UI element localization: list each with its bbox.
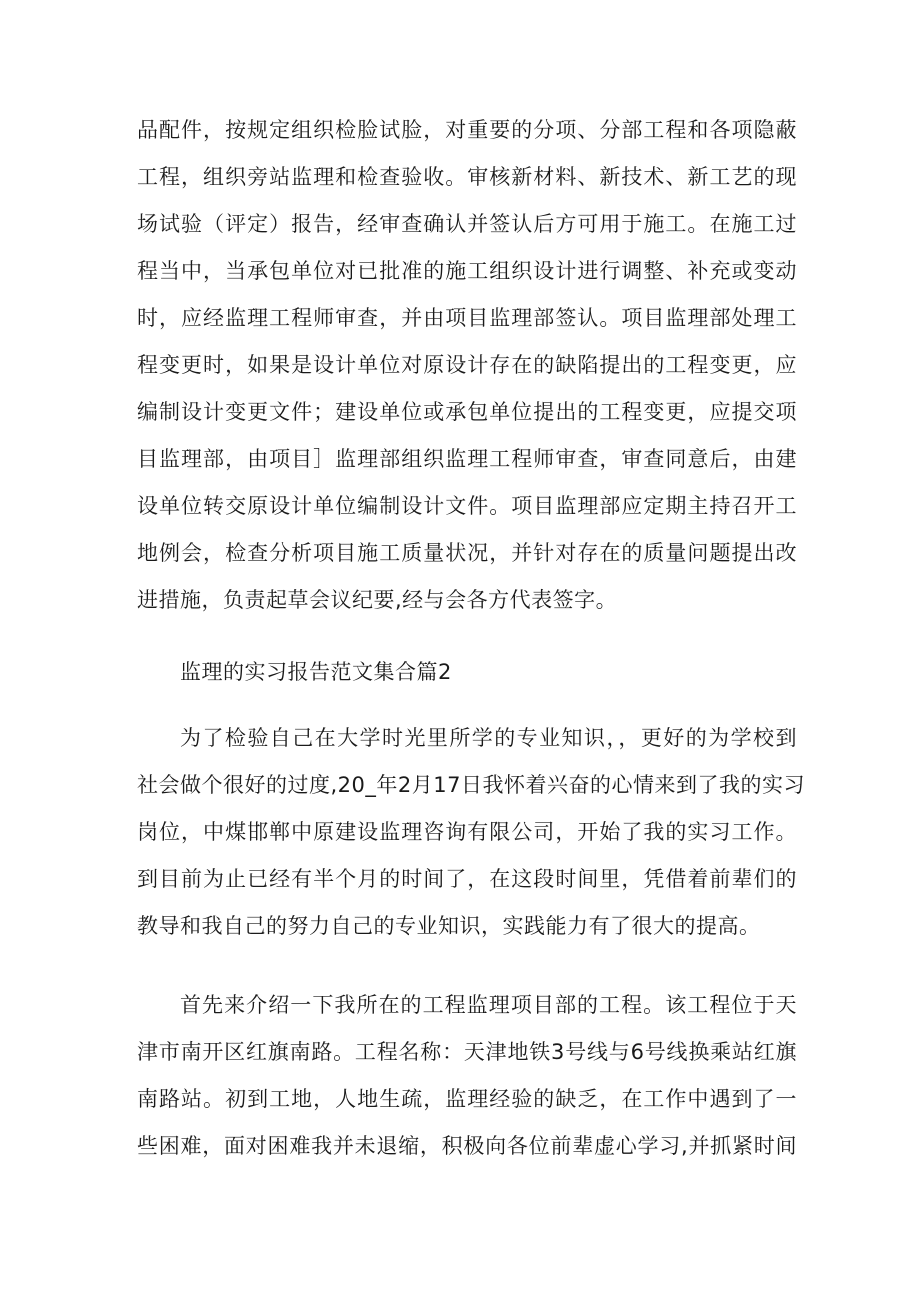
- paragraph-1-line: 场试验（评定）报告，经审查确认并签认后方可用于施工。在施工过: [137, 212, 797, 236]
- paragraph-1-line: 地例会，检查分析项目施工质量状况，并针对存在的质量问题提出改: [137, 541, 797, 565]
- paragraph-2-line: 到目前为止已经有半个月的时间了，在这段时间里，凭借着前辈们的: [137, 867, 797, 891]
- paragraph-3-line: 南路站。初到工地，人地生疏，监理经验的缺乏，在工作中遇到了一: [137, 1087, 797, 1111]
- paragraph-1-line: 程变更时，如果是设计单位对原设计存在的缺陷提出的工程变更，应: [137, 353, 797, 377]
- paragraph-1-line: 时，应经监理工程师审查，并由项目监理部签认。项目监理部处理工: [137, 306, 797, 330]
- paragraph-1-line: 工程，组织旁站监理和检查验收。审核新材料、新技术、新工艺的现: [137, 165, 797, 189]
- paragraph-1-line: 程当中，当承包单位对已批准的施工组织设计进行调整、补充或变动: [137, 259, 797, 283]
- paragraph-2-line: 教导和我自己的努力自己的专业知识，实践能力有了很大的提高。: [137, 914, 761, 938]
- paragraph-2-line: 为了检验自己在大学时光里所学的专业知识，，更好的为学校到: [180, 726, 797, 750]
- paragraph-1-line: 品配件，按规定组织检脸试脸，对重要的分项、分部工程和各项隐蔽: [137, 118, 797, 142]
- paragraph-3-line: 首先来介绍一下我所在的工程监理项目部的工程。该工程位于天: [180, 993, 797, 1017]
- paragraph-1-line: 设单位转交原设计单位编制设计文件。项目监理部应定期主持召开工: [137, 494, 797, 518]
- paragraph-1-line: 进措施，负责起草会议纪要,经与会各方代表签字。: [137, 588, 618, 612]
- paragraph-1-line: 编制设计变更文件；建设单位或承包单位提出的工程变更，应提交项: [137, 400, 797, 424]
- paragraph-1-line: 目监理部，由项目］监理部组织监理工程师审查，审查同意后，由建: [137, 447, 797, 471]
- paragraph-3-line: 些困难，面对困难我并未退缩，积极向各位前辈虚心学习,并抓紧时间: [137, 1134, 797, 1158]
- paragraph-2-line: 社会做个很好的过度,20_年2月17日我怀着兴奋的心情来到了我的实习: [137, 773, 805, 797]
- paragraph-3-line: 津市南开区红旗南路。工程名称：天津地铁3号线与6号线换乘站红旗: [137, 1040, 797, 1064]
- paragraph-2-line: 岗位，中煤邯郸中原建设监理咨询有限公司，开始了我的实习工作。: [137, 820, 797, 844]
- section-heading: 监理的实习报告范文集合篇2: [180, 660, 452, 684]
